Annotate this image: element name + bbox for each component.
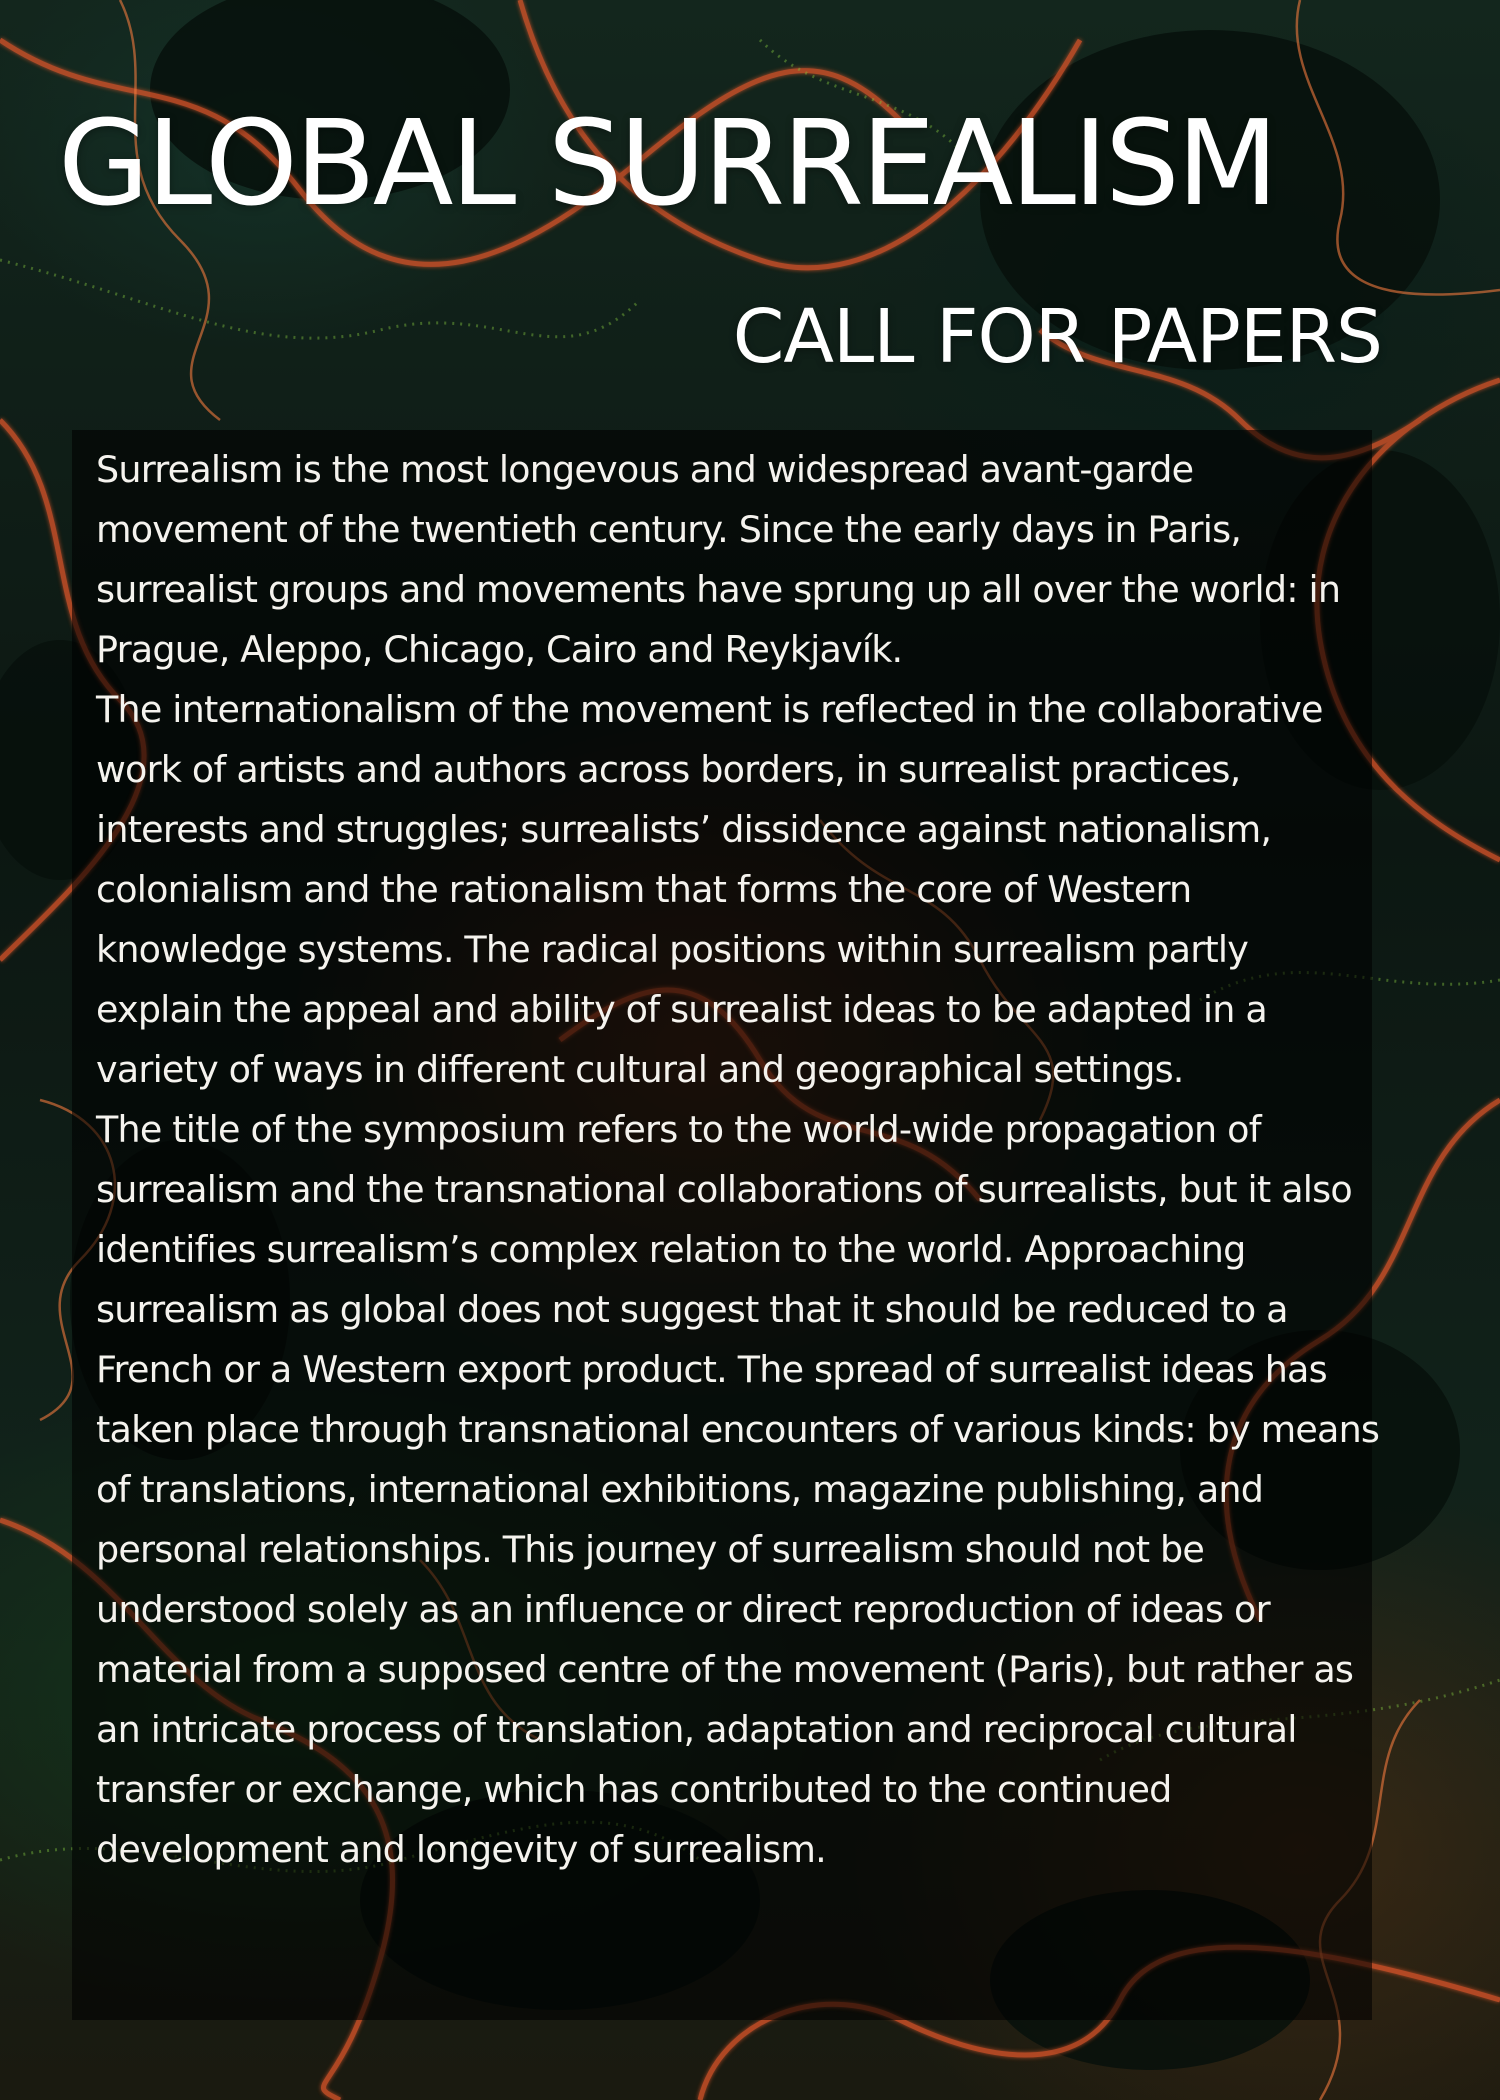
body-paragraph-3: The title of the symposium refers to the world-wide propagation of surrealism and the transnational collaborations of surrealists, but it also identifies surrealism’s complex relation to the world. Approaching surrealism as global does not suggest that it should be reduced to a French or a Western export product. The spread of surrealist ideas has taken place through transnational encounters of various kinds: by means of translations, international exhibitions, magazine publishing, and personal relationships. This journey of surrealism should not be understood solely as an influence or direct reproduction of ideas or material from a supposed centre of the movement (Paris), but rather as an intricate process of translation, adaptation and reciprocal cultural transfer or exchange, which has contributed to the continued development and longevity of surrealism. bbox=[96, 1108, 1380, 1871]
body-paragraph-2: The internationalism of the movement is reflected in the collaborative work of artists and authors across borders, in surrealist practices, interests and struggles; surrealists’ dissidence against nationalism, colonialism and the rationalism that forms the core of Western knowledge systems. The radical positions within surrealism partly explain the appeal and ability of surrealist ideas to be adapted in a variety of ways in different cultural and geographical settings. bbox=[96, 688, 1323, 1091]
poster-title: GLOBAL SURREALISM bbox=[58, 94, 1276, 232]
call-for-papers-body bbox=[96, 440, 1382, 1880]
poster-subtitle: CALL FOR PAPERS bbox=[732, 294, 1382, 380]
body-paragraph-1: Surrealism is the most longevous and widespread avant-garde movement of the twentieth century. Since the early days in Paris, surrealist groups and movements have sprung up all over the world: in Prague, Aleppo, Chicago, Cairo and Reykjavík. bbox=[96, 448, 1341, 671]
